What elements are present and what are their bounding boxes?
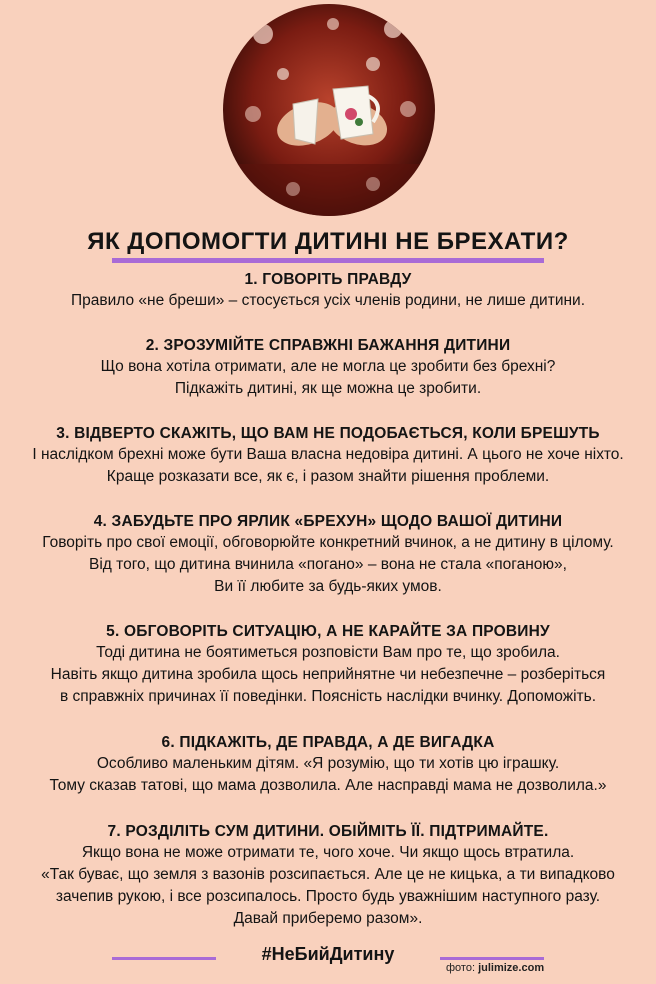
tip-2 — [0, 336, 656, 400]
photo-credit — [446, 962, 544, 974]
tip-3 — [0, 424, 656, 488]
tip-2-line-1: Що вона хотіла отримати, але не могла це зробити без брехні? — [100, 358, 556, 375]
tip-4-line-1: Говоріть про свої емоції, обговорюйте конкретний вчинок, а не дитину в цілому. — [42, 534, 614, 551]
tip-1 — [0, 270, 656, 312]
photo-illustration — [223, 4, 435, 216]
photo-credit-prefix: фото: — [446, 962, 479, 974]
photo-credit-source: julimize.com — [478, 962, 545, 974]
tip-6-line-2: Тому сказав татові, що мама дозволила. Але насправді мама не дозволила.» — [49, 777, 607, 794]
header-photo — [223, 4, 435, 216]
tip-5-title: 5. ОБГОВОРІТЬ СИТУАЦІЮ, А НЕ КАРАЙТЕ ЗА ПРОВИНУ — [106, 623, 550, 640]
page-title: ЯК ДОПОМОГТИ ДИТИНІ НЕ БРЕХАТИ? — [87, 228, 569, 255]
tip-1-title: 1. ГОВОРІТЬ ПРАВДУ — [244, 271, 412, 288]
tip-3-line-2: Краще розказати все, як є, і разом знайти рішення проблеми. — [106, 468, 550, 485]
tip-4 — [0, 512, 656, 598]
tip-7 — [0, 822, 656, 930]
tip-3-title: 3. ВІДВЕРТО СКАЖІТЬ, ЩО ВАМ НЕ ПОДОБАЄТЬСЯ, КОЛИ БРЕШУТЬ — [56, 425, 600, 442]
tip-6-line-1: Особливо маленьким дітям. «Я розумію, що ти хотів цю іграшку. — [96, 755, 560, 772]
tip-7-line-2: «Так буває, що земля з вазонів розсипається. Але це не кицька, а ти випадково — [41, 866, 615, 883]
tip-5-line-1: Тоді дитина не боятиметься розповісти Вам про те, що зробила. — [96, 644, 560, 661]
tip-4-line-3: Ви її любите за будь-яких умов. — [214, 578, 442, 595]
hashtag: #НеБийДитину — [261, 944, 395, 964]
title-underline — [112, 258, 544, 263]
tip-1-line-1: Правило «не бреши» – стосується усіх членів родини, не лише дитини. — [71, 292, 585, 309]
tip-5-line-2: Навіть якщо дитина зробила щось неприйнятне чи небезпечне – розберіться — [50, 666, 606, 683]
tip-2-title: 2. ЗРОЗУМІЙТЕ СПРАВЖНІ БАЖАННЯ ДИТИНИ — [145, 337, 511, 354]
tip-5 — [0, 622, 656, 708]
tip-6 — [0, 733, 656, 797]
tip-7-line-1: Якщо вона не може отримати те, чого хоче. Чи якщо щось втратила. — [81, 844, 575, 861]
tip-2-line-2: Підкажіть дитині, як ще можна це зробити. — [174, 380, 482, 397]
tip-6-title: 6. ПІДКАЖІТЬ, ДЕ ПРАВДА, А ДЕ ВИГАДКА — [161, 734, 495, 751]
tip-4-title: 4. ЗАБУДЬТЕ ПРО ЯРЛИК «БРЕХУН» ЩОДО ВАШОЇ ДИТИНИ — [93, 513, 563, 530]
tip-7-line-4: Давай приберемо разом». — [233, 910, 423, 927]
tip-7-line-3: зачепив рукою, і все розсипалось. Просто будь уважнішим наступного разу. — [55, 888, 601, 905]
tip-4-line-2: Від того, що дитина вчинила «погано» – вона не стала «поганою», — [89, 556, 567, 573]
tip-7-title: 7. РОЗДІЛІТЬ СУМ ДИТИНИ. ОБІЙМІТЬ ЇЇ. ПІДТРИМАЙТЕ. — [107, 823, 549, 840]
tip-5-line-3: в справжніх причинах її поведінки. Поясність наслідки вчинку. Допоможіть. — [59, 688, 597, 705]
tip-3-line-1: І наслідком брехні може бути Ваша власна недовіра дитині. А цього не хоче ніхто. — [32, 446, 624, 463]
